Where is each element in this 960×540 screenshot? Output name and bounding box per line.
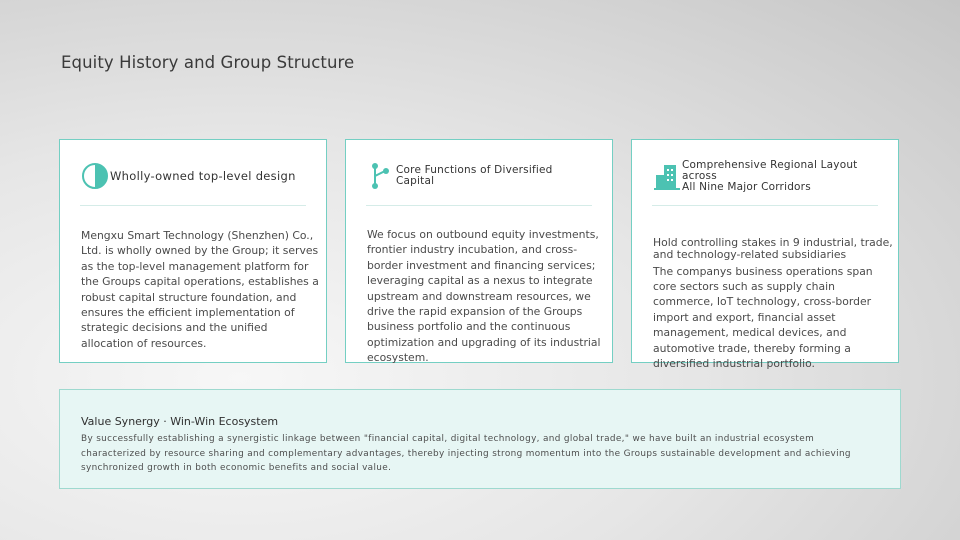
card-body [653, 237, 896, 371]
card-body-text: The companys business operations span core sectors such as supply chain commerce, IoT technology, cross-border import and export, financial asset management, medical devices, and automotive trade, thereby forming a diversified industrial portfolio. [653, 264, 873, 371]
card-header [366, 160, 594, 192]
divider [652, 205, 878, 206]
card-heading [682, 160, 880, 193]
synergy-body: By successfully establishing a synergistic linkage between "financial capital, digital technology, and global trade," we have built an industrial ecosystem characterized by resource sharing and complementary advantages, thereby injecting strong momentum into the Groups sustainable development and achieving synchronized growth in both economic benefits and social value. [81, 434, 851, 473]
card-heading-line: Capital [396, 175, 435, 187]
divider [366, 205, 592, 206]
card-body-lead: Hold controlling stakes in 9 industrial, trade, and technology-related subsidiaries [653, 236, 893, 262]
card-body: Mengxu Smart Technology (Shenzhen) Co., Ltd. is wholly owned by the Group; it serves as the top-level management platform for the Groups capital operations, establishes a robust capital structure foundation, and ensures the efficient implementation of strategic decisions and the unified allocation of resources. [81, 229, 319, 350]
card-heading-line: Comprehensive Regional Layout across [682, 158, 858, 182]
value-synergy-panel [59, 389, 901, 489]
divider [80, 205, 306, 206]
card-header [80, 160, 308, 192]
card-regional-layout [631, 139, 899, 371]
card-heading: Wholly-owned top-level design [110, 168, 296, 183]
card-wholly-owned [59, 139, 327, 363]
card-core-functions [345, 139, 613, 363]
card-heading-line: All Nine Major Corridors [682, 180, 811, 193]
page-title: Equity History and Group Structure [61, 53, 355, 72]
buildings-icon [652, 161, 682, 191]
card-heading-line: Core Functions of Diversified [396, 164, 553, 176]
card-body: We focus on outbound equity investments, frontier industry incubation, and cross-border investment and financing services; leveraging capital as a nexus to integrate upstream and downstream resources, we drive the rapid expansion of the Groups business portfolio and the continuous optimization and upgrading of its industrial ecosystem. [367, 228, 601, 365]
card-header [652, 160, 880, 192]
half-circle-icon [80, 161, 110, 191]
network-nodes-icon [366, 161, 396, 191]
card-heading [396, 165, 553, 187]
synergy-title: Value Synergy · Win-Win Ecosystem [81, 415, 279, 428]
